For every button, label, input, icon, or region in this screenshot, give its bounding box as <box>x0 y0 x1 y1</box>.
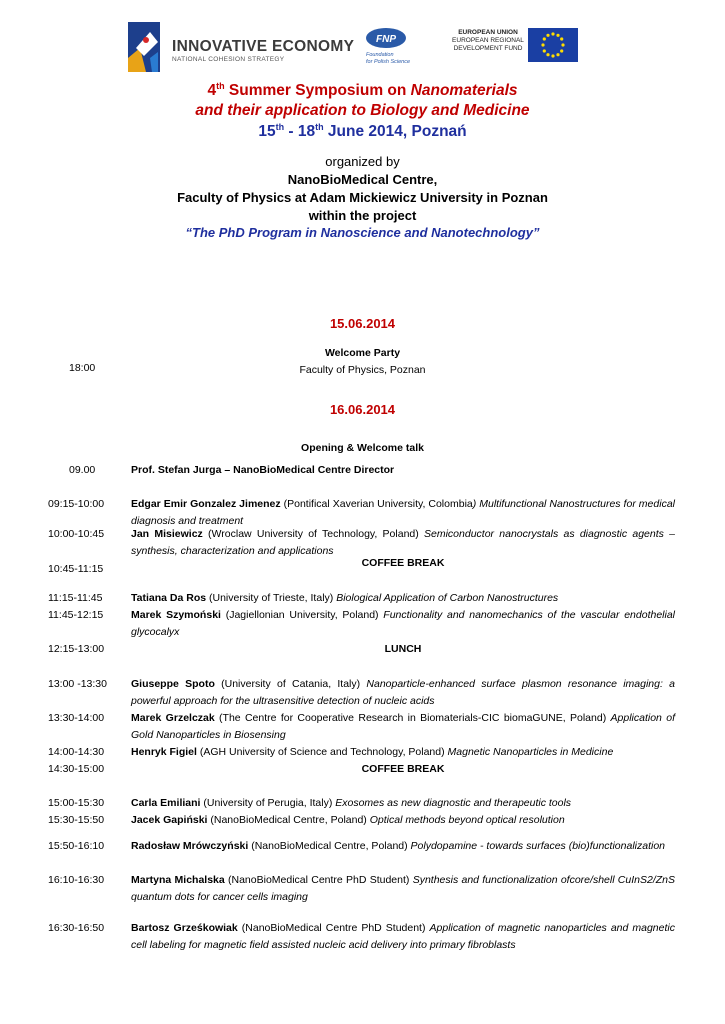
program-entry: Radosław Mrówczyński (NanoBioMedical Centre, Poland) Polydopamine - towards surfaces (bio)functionalization <box>131 840 666 852</box>
eu-line2: EUROPEAN REGIONAL <box>452 37 524 44</box>
program-entry: Bartosz Grześkowiak (NanoBioMedical Centre PhD Student) Application of magnetic nanoparticles and magnetic cell labeling for magnetic field assisted nucleic acid delivery into primary fibroblasts <box>131 922 675 951</box>
program-time: 11:45-12:15 <box>48 609 104 621</box>
program-time: 10:45-11:15 <box>48 563 104 575</box>
lunch-break: LUNCH <box>384 643 422 655</box>
program-time: 12:15-13:00 <box>48 643 105 655</box>
program-entry: Carla Emiliani (University of Perugia, Italy) Exosomes as new diagnostic and therapeutic tools <box>131 797 572 809</box>
program-entry: Henryk Figiel (AGH University of Science and Technology, Poland) Magnetic Nanoparticles in Medicine <box>131 746 614 758</box>
program-entry: Marek Grzelczak (The Centre for Cooperative Research in Biomaterials-CIC biomaGUNE, Poland) Application of Gold Nanoparticles in Biosensing <box>131 712 675 741</box>
program-time: 14:30-15:00 <box>48 763 105 775</box>
program-entry: Giuseppe Spoto (University of Catania, Italy) Nanoparticle-enhanced surface plasmon resonance imaging: a powerful approach for the ultrasensitive detection of nucleic acids <box>131 678 675 707</box>
program-time: 11:15-11:45 <box>48 592 103 604</box>
program-entry: Marek Szymoński (Jagiellonian University, Poland) Functionality and nanomechanics of the vascular endothelial glycocalyx <box>131 609 675 638</box>
program-time: 15:30-15:50 <box>48 814 105 826</box>
opening-talk: Opening & Welcome talk <box>301 442 424 454</box>
program-entry: Edgar Emir Gonzalez Jimenez (Pontifical Xaverian University, Colombia) Multifunctional Nanostructures for medical diagnosis and treatment <box>131 498 675 527</box>
eu-flag-icon <box>528 28 578 62</box>
coffee-break: COFFEE BREAK <box>361 557 445 569</box>
program-time: 13:00 -13:30 <box>48 678 107 690</box>
ie-subtitle: NATIONAL COHESION STRATEGY <box>172 56 285 63</box>
eu-line1: EUROPEAN UNION <box>458 29 518 36</box>
eu-flag <box>528 28 578 62</box>
eu-fund-text <box>446 29 530 53</box>
innovative-economy-logo <box>124 18 364 76</box>
fnp-line2: for Polish Science <box>366 58 411 65</box>
program-entry: Jacek Gapiński (NanoBioMedical Centre, Poland) Optical methods beyond optical resolution <box>131 814 565 826</box>
program-time: 16:10-16:30 <box>48 874 105 886</box>
organized-by: organized by <box>325 154 400 169</box>
program-entry: Prof. Stefan Jurga – NanoBioMedical Centre Director <box>131 464 395 476</box>
program-time: 09:15-10:00 <box>48 498 105 510</box>
ie-title: INNOVATIVE ECONOMY <box>172 38 355 55</box>
day1-date: 15.06.2014 <box>329 316 396 331</box>
welcome-party: Welcome Party <box>324 347 401 359</box>
program-entry: Tatiana Da Ros (University of Trieste, Italy) Biological Application of Carbon Nanostructures <box>131 592 559 604</box>
innovative-economy-emblem-icon <box>124 18 164 76</box>
title-line-2: and their application to Biology and Medicine <box>195 102 530 119</box>
fnp-abbrev: FNP <box>376 34 396 45</box>
program-time: 09.00 <box>69 464 96 476</box>
coffee-break: COFFEE BREAK <box>361 763 445 775</box>
title-line-1: 4th Summer Symposium on Nanomaterials <box>207 80 518 99</box>
eu-line3: DEVELOPMENT FUND <box>453 45 523 52</box>
program-time: 13:30-14:00 <box>48 712 105 724</box>
organizer-line-3: within the project <box>308 208 417 223</box>
program-time: 16:30-16:50 <box>48 922 105 934</box>
organizer-line-2: Faculty of Physics at Adam Mickiewicz University in Poznan <box>177 190 548 205</box>
fnp-logo <box>364 26 434 68</box>
program-entry: Martyna Michalska (NanoBioMedical Centre PhD Student) Synthesis and functionalization ofcore/shell CuInS2/ZnS quantum dots for cancer cells imaging <box>131 874 676 903</box>
project-name: “The PhD Program in Nanoscience and Nanotechnology” <box>185 225 540 240</box>
program-time: 15:00-15:30 <box>48 797 105 809</box>
program-time: 10:00-10:45 <box>48 528 105 540</box>
program-entry: Jan Misiewicz (Wroclaw University of Technology, Poland) Semiconductor nanocrystals as diagnostic agents – synthesis, characterization and applications <box>131 528 675 557</box>
welcome-party-place: Faculty of Physics, Poznan <box>299 364 426 376</box>
organizer-line-1: NanoBioMedical Centre, <box>287 172 438 187</box>
program-time: 15:50-16:10 <box>48 840 105 852</box>
program-time: 14:00-14:30 <box>48 746 105 758</box>
fnp-line1: Foundation <box>366 52 394 58</box>
day2-date: 16.06.2014 <box>329 402 396 417</box>
title-dates: 15th - 18th June 2014, Poznań <box>258 121 467 140</box>
welcome-party-time: 18:00 <box>69 362 96 374</box>
fnp-emblem-icon <box>364 26 408 50</box>
